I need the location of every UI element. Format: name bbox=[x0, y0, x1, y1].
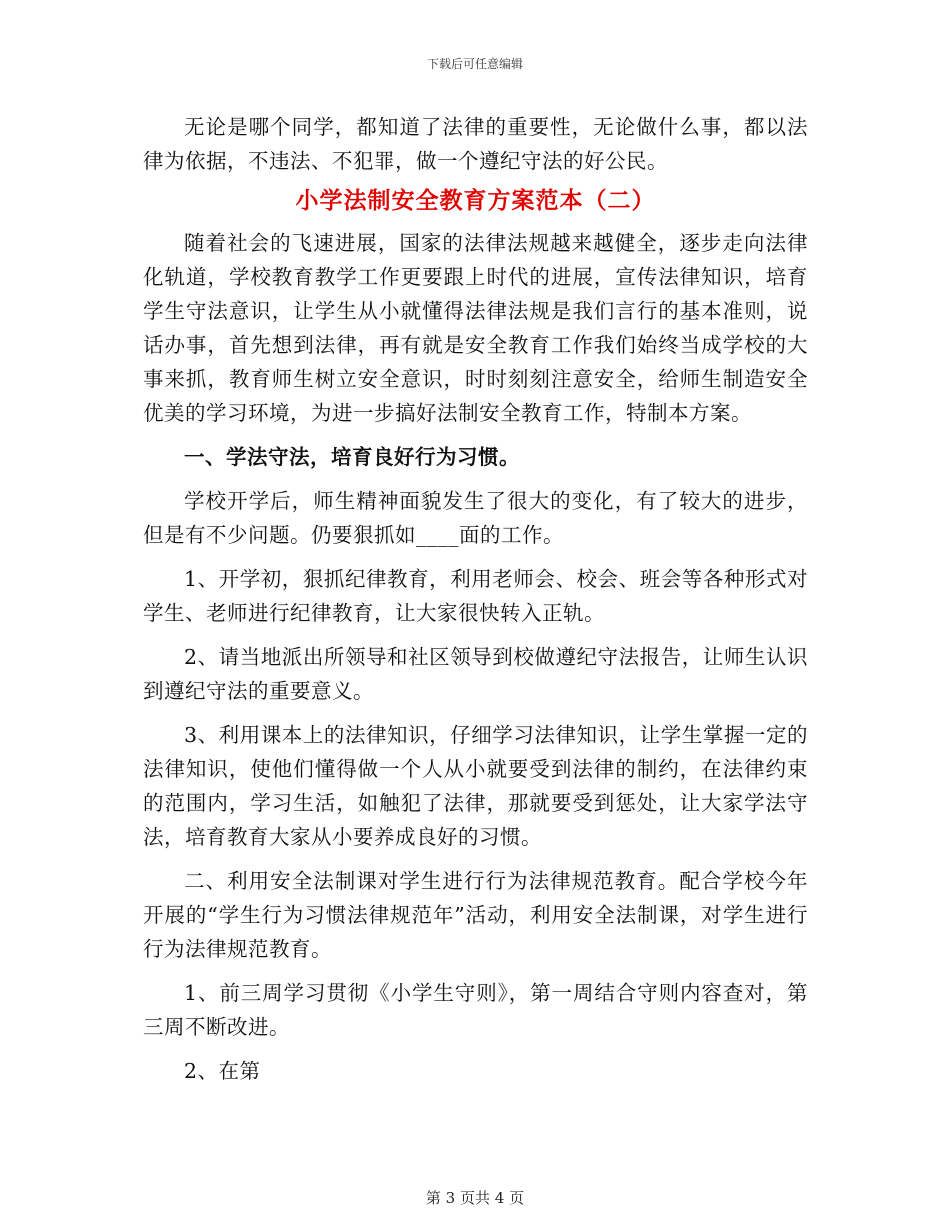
page-header: 下载后可任意编辑 bbox=[426, 57, 523, 71]
paragraph-section-one: 学校开学后，师生精神面貌发生了很大的变化，有了较大的进步，但是有不少问题。仍要狠抓如____面的工作。 bbox=[143, 489, 808, 547]
paragraph-section-two: 二、利用安全法制课对学生进行行为法律规范教育。配合学校今年开展的“学生行为习惯法律规范年”活动，利用安全法制课，对学生进行行为法律规范教育。 bbox=[143, 869, 808, 961]
list-item-3: 3、利用课本上的法律知识，仔细学习法律知识，让学生掌握一定的法律知识，使他们懂得做一个人从小就要受到法律的制约，在法律约束的范围内，学习生活，如触犯了法律，那就要受到惩处，让大家学法守法，培育教育大家从小要养成良好的习惯。 bbox=[143, 723, 808, 849]
document-body bbox=[143, 110, 808, 1088]
page-footer: 第 3 页共 4 页 bbox=[425, 1189, 525, 1207]
heading-section-one: 一、学法守法，培育良好行为习惯。 bbox=[184, 445, 520, 469]
paragraph-intro: 无论是哪个同学，都知道了法律的重要性，无论做什么事，都以法律为依据，不违法、不犯罪，做一个遵纪守法的好公民。 bbox=[143, 115, 808, 173]
paragraph-background: 随着社会的飞速进展，国家的法律法规越来越健全，逐步走向法律化轨道，学校教育教学工作更要跟上时代的进展，宣传法律知识，培育学生守法意识，让学生从小就懂得法律法规是我们言行的基本准则，说话办事，首先想到法律，再有就是安全教育工作我们始终当成学校的大事来抓，教育师生树立安全意识，时时刻刻注意安全，给师生制造安全优美的学习环境，为进一步搞好法制安全教育工作，特制本方案。 bbox=[143, 231, 808, 425]
section-title: 小学法制安全教育方案范本（二） bbox=[295, 187, 656, 214]
list-item-4: 1、前三周学习贯彻《小学生守则》，第一周结合守则内容查对，第三周不断改进。 bbox=[143, 981, 808, 1039]
list-item-5: 2、在第 bbox=[184, 1059, 261, 1083]
list-item-2: 2、请当地派出所领导和社区领导到校做遵纪守法报告，让师生认识到遵纪守法的重要意义。 bbox=[143, 645, 808, 703]
list-item-1: 1、开学初，狠抓纪律教育，利用老师会、校会、班会等各种形式对学生、老师进行纪律教育，让大家很快转入正轨。 bbox=[143, 567, 808, 625]
